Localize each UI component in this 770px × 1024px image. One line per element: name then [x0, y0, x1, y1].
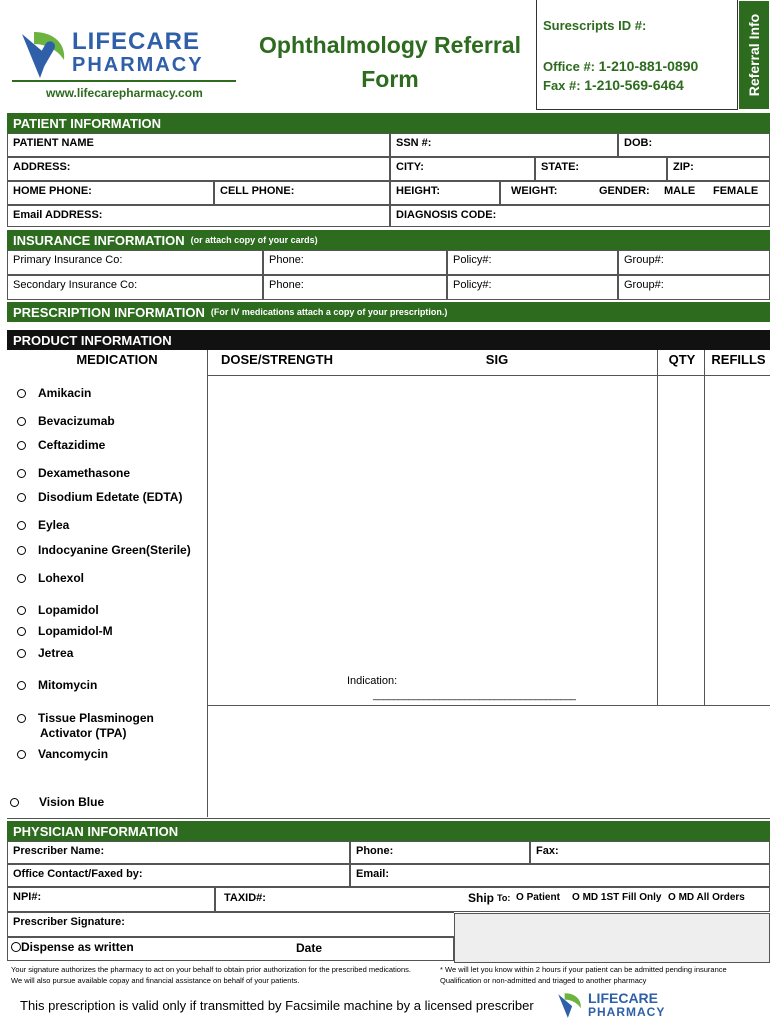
office-value: 1-210-881-0890	[598, 58, 699, 74]
medication-lopamidol[interactable]	[17, 603, 99, 617]
patient-info-title: PATIENT INFORMATION	[13, 115, 162, 131]
city-label: CITY:	[396, 161, 424, 173]
primary-phone-label: Phone:	[269, 254, 304, 266]
physician-info-bar	[7, 821, 770, 841]
col-medication: MEDICATION	[76, 352, 158, 367]
fax-label: Fax #:	[543, 78, 581, 93]
footer-text: This prescription is valid only if transmitted by Facsimile machine by a licensed prescriber	[20, 998, 534, 1013]
col-qty: QTY	[668, 352, 696, 367]
physician-info-title: PHYSICIAN INFORMATION	[13, 823, 179, 839]
medication-vision-blue[interactable]	[10, 795, 104, 809]
secondary-group-label: Group#:	[624, 279, 664, 291]
primary-group-label: Group#:	[624, 254, 664, 266]
radio-circle-icon[interactable]	[17, 627, 26, 636]
height-field[interactable]	[390, 181, 500, 205]
diagnosis-label: DIAGNOSIS CODE:	[396, 209, 497, 221]
divider-qty	[657, 350, 658, 705]
radio-circle-icon[interactable]	[17, 714, 26, 723]
medication-dexamethasone[interactable]	[17, 466, 130, 480]
medication-jetrea[interactable]	[17, 646, 73, 660]
secondary-policy-field[interactable]	[447, 275, 618, 300]
medication-label: Indocyanine Green(Sterile)	[38, 543, 191, 557]
medication-label: Ceftazidime	[38, 438, 106, 452]
footer-logo-line2: PHARMACY	[588, 1005, 666, 1019]
fax-value: 1-210-569-6464	[584, 77, 684, 93]
address-label: ADDRESS:	[13, 161, 71, 173]
divider-refills	[704, 350, 705, 705]
city-field[interactable]	[390, 157, 535, 181]
insurance-info-title: INSURANCE INFORMATION	[13, 232, 185, 248]
radio-circle-icon[interactable]	[17, 389, 26, 398]
page-title	[240, 28, 540, 96]
office-contact-label: Office Contact/Faxed by:	[13, 868, 143, 880]
radio-circle-icon[interactable]	[17, 521, 26, 530]
col-dose: DOSE/STRENGTH	[221, 352, 333, 367]
medication-label: Lopamidol	[38, 603, 99, 617]
medication-edta[interactable]	[17, 490, 182, 504]
dispense-option[interactable]	[11, 940, 134, 954]
medication-label: Lohexol	[38, 571, 85, 585]
medication-table	[7, 350, 770, 820]
ssn-label: SSN #:	[396, 137, 432, 149]
radio-circle-icon[interactable]	[17, 681, 26, 690]
radio-circle-icon[interactable]	[17, 649, 26, 658]
radio-circle-icon[interactable]	[17, 546, 26, 555]
medication-lopamidol-m[interactable]	[17, 624, 113, 638]
secondary-phone-label: Phone:	[269, 279, 304, 291]
radio-circle-icon[interactable]	[17, 750, 26, 759]
weight-gender-field[interactable]	[500, 181, 770, 205]
secondary-policy-label: Policy#:	[453, 279, 492, 291]
patient-name-field[interactable]	[7, 133, 390, 157]
referral-info-tab	[738, 0, 770, 110]
prescriber-fax-label: Fax:	[536, 845, 559, 857]
disclaimer-left: Your signature authorizes the pharmacy to act on your behalf to obtain prior authorization for the prescribed medications. We will also pursue available copay and financial assistance on behalf of your patients.	[11, 965, 411, 985]
logo-line2: PHARMACY	[72, 54, 204, 76]
website-url[interactable]: www.lifecarepharmacy.com	[46, 86, 203, 100]
office-contact-field[interactable]	[7, 864, 350, 887]
medication-label: Eylea	[38, 518, 70, 532]
email-field[interactable]	[7, 205, 390, 227]
primary-policy-field[interactable]	[447, 250, 618, 275]
indication-label: Indication:	[347, 675, 398, 687]
insurance-info-subtitle: (or attach copy of your cards)	[190, 235, 318, 245]
primary-insurance-label: Primary Insurance Co:	[13, 254, 123, 266]
pharmacy-logo-icon	[14, 26, 74, 82]
prescription-info-title: PRESCRIPTION INFORMATION	[13, 304, 205, 320]
home-phone-label: HOME PHONE:	[13, 185, 92, 197]
medication-label: Amikacin	[38, 386, 92, 400]
ship-patient-option[interactable]: O Patient	[516, 892, 560, 903]
office-label: Office #:	[543, 59, 596, 74]
prescription-info-subtitle: (For IV medications attach a copy of your prescription.)	[210, 307, 448, 317]
dob-label: DOB:	[624, 137, 653, 149]
product-info-title: PRODUCT INFORMATION	[13, 332, 172, 348]
prescriber-name-field[interactable]	[7, 841, 350, 864]
state-label: STATE:	[541, 161, 580, 173]
secondary-group-field[interactable]	[618, 275, 770, 300]
insurance-info-bar	[7, 230, 770, 250]
radio-circle-icon[interactable]	[17, 469, 26, 478]
col-refills: REFILLS	[711, 352, 766, 367]
npi-field[interactable]	[7, 887, 215, 912]
col-sig: SIG	[485, 352, 509, 367]
female-option[interactable]: FEMALE	[713, 185, 759, 197]
medication-bevacizumab[interactable]	[17, 414, 115, 428]
medication-mitomycin[interactable]	[17, 678, 97, 692]
pharmacy-logo-icon	[552, 990, 588, 1020]
medication-label: Dexamethasone	[38, 466, 131, 480]
insurance-grid	[7, 250, 770, 300]
header-underline	[207, 375, 770, 376]
ship-md-first-option[interactable]: O MD 1ST Fill Only	[572, 892, 662, 903]
product-info-bar	[7, 330, 770, 350]
medication-tpa[interactable]	[17, 711, 154, 725]
medication-lohexol[interactable]	[17, 571, 84, 585]
height-label: HEIGHT:	[396, 185, 440, 197]
footer-logo-line1: LIFECARE	[588, 990, 658, 1006]
title-line2: Form	[361, 66, 419, 92]
secondary-insurance-label: Secondary Insurance Co:	[13, 279, 138, 291]
sig-bottom-rule	[207, 705, 770, 706]
header-rule	[12, 80, 236, 82]
medication-tpa-line2	[40, 726, 126, 740]
disclaimer-right: * We will let you know within 2 hours if your patient can be admitted pending insurance Qualification or non-admitted and triaged to another pharmacy	[440, 965, 727, 985]
radio-circle-icon[interactable]	[17, 441, 26, 450]
medication-indocyanine-green[interactable]	[17, 543, 191, 557]
ship-md-first-label: MD 1ST Fill Only	[582, 892, 662, 903]
medication-label: Lopamidol-M	[38, 624, 113, 638]
prescriber-email-field[interactable]	[350, 864, 770, 887]
indication-line[interactable]: ________________________________________	[373, 690, 576, 701]
state-field[interactable]	[535, 157, 667, 181]
radio-circle-icon[interactable]	[11, 942, 21, 952]
gender-label: GENDER:	[599, 185, 650, 197]
secondary-insurance-field[interactable]	[7, 275, 263, 300]
medication-label: Jetrea	[38, 646, 74, 660]
dispense-field[interactable]	[7, 937, 454, 961]
ship-to-label: To:	[497, 893, 511, 903]
primary-policy-label: Policy#:	[453, 254, 492, 266]
medication-ceftazidime[interactable]	[17, 438, 105, 452]
title-line1: Ophthalmology Referral	[259, 32, 521, 58]
zip-label: ZIP:	[673, 161, 694, 173]
referral-box	[536, 0, 738, 110]
prescriber-phone-label: Phone:	[356, 845, 394, 857]
medication-eylea[interactable]	[17, 518, 69, 532]
signature-label: Prescriber Signature:	[13, 916, 125, 928]
prescription-info-bar	[7, 302, 770, 322]
logo-line1: LIFECARE	[72, 28, 200, 55]
medication-label: Activator (TPA)	[40, 726, 127, 740]
patient-name-label: PATIENT NAME	[13, 137, 94, 149]
signature-box[interactable]	[454, 913, 770, 963]
npi-label: NPI#:	[13, 891, 42, 903]
address-field[interactable]	[7, 157, 390, 181]
medication-label: Bevacizumab	[38, 414, 115, 428]
diagnosis-field[interactable]	[390, 205, 770, 227]
taxid-ship-field	[215, 887, 770, 912]
weight-label: WEIGHT:	[511, 185, 558, 197]
dispense-label: Dispense as written	[21, 940, 134, 954]
divider-dose	[207, 350, 208, 817]
ship-label: Ship	[468, 891, 494, 905]
cell-phone-field[interactable]	[214, 181, 390, 205]
footer-logo	[552, 990, 722, 1020]
prescriber-phone-field[interactable]	[350, 841, 530, 864]
medication-label: Mitomycin	[38, 678, 98, 692]
taxid-label: TAXID#:	[224, 892, 266, 904]
primary-insurance-field[interactable]	[7, 250, 263, 275]
radio-circle-icon[interactable]	[17, 493, 26, 502]
male-option[interactable]: MALE	[664, 185, 696, 197]
medication-label: Vancomycin	[38, 747, 109, 761]
medication-vancomycin[interactable]	[17, 747, 108, 761]
email-label: Email ADDRESS:	[13, 209, 103, 221]
medication-label: Disodium Edetate (EDTA)	[38, 490, 183, 504]
ship-patient-label: Patient	[526, 892, 560, 903]
medication-amikacin[interactable]	[17, 386, 91, 400]
referral-info-label: Referral Info	[746, 13, 762, 97]
ssn-field[interactable]	[390, 133, 618, 157]
secondary-phone-field[interactable]	[263, 275, 447, 300]
radio-circle-icon[interactable]	[17, 574, 26, 583]
primary-group-field[interactable]	[618, 250, 770, 275]
prescriber-fax-field[interactable]	[530, 841, 770, 864]
office-number	[543, 58, 698, 74]
surescripts-id: Surescripts ID #:	[543, 18, 647, 33]
home-phone-field[interactable]	[7, 181, 214, 205]
primary-phone-field[interactable]	[263, 250, 447, 275]
radio-circle-icon[interactable]	[17, 417, 26, 426]
prescriber-name-label: Prescriber Name:	[13, 845, 105, 857]
radio-circle-icon[interactable]	[17, 606, 26, 615]
ship-md-all-label: MD All Orders	[678, 892, 745, 903]
prescriber-email-label: Email:	[356, 868, 390, 880]
medication-table-bottom	[7, 818, 770, 819]
medication-label: Vision Blue	[39, 795, 105, 809]
dob-field[interactable]	[618, 133, 770, 157]
ship-md-all-option[interactable]: O MD All Orders	[668, 892, 745, 903]
cell-phone-label: CELL PHONE:	[220, 185, 295, 197]
zip-field[interactable]	[667, 157, 770, 181]
radio-circle-icon[interactable]	[10, 798, 19, 807]
patient-grid	[7, 133, 770, 227]
lifecare-logo	[14, 26, 238, 82]
date-label: Date	[296, 941, 323, 955]
signature-field[interactable]	[7, 912, 454, 937]
medication-label: Tissue Plasminogen	[38, 711, 154, 725]
patient-info-bar	[7, 113, 770, 133]
fax-number	[543, 77, 684, 93]
